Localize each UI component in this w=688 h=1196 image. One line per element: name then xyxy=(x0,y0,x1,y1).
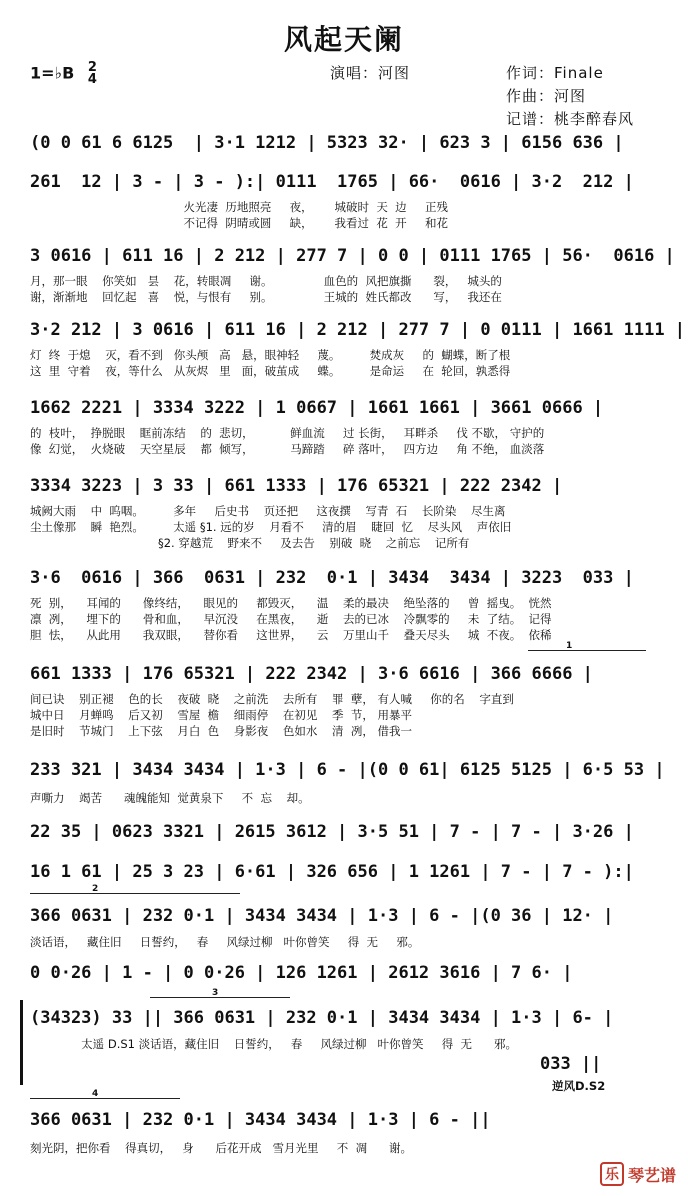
lyric-row-2-line-2: 不记得 阴晴或圆 缺， 我看过 花 开 和花 xyxy=(30,216,448,230)
lyric-row-5-line-1: 的 枝叶， 挣脱眼 眶前冻结 的 悲切， 鲜血流 过 长街， 耳畔杀 伐 不歇， 守护的 xyxy=(30,426,545,440)
volta-3-line xyxy=(150,997,290,998)
notation-row-15: 366 0631 | 232 0·1 | 3434 3434 | 1·3 | 6 - || xyxy=(30,1110,491,1130)
volta-2-label: 2 xyxy=(92,884,99,894)
singer-credit: 演唱：河图 xyxy=(330,64,411,82)
ending-notes: 033 || xyxy=(540,1054,602,1074)
lyric-row-4-line-1: 灯 终 于熄 灭，看不到 你头颅 高 悬，眼神轻 蔑。 焚成灰 的 蝴蝶，断了根 xyxy=(30,348,511,362)
lyric-row-2-line-1: 火光凄 历地照亮 夜， 城破时 天 边 正残 xyxy=(30,200,448,214)
lyric-row-6-line-1: 城阙大雨 中 呜咽。 多年 后史书 页还把 这夜撰 写青 石 长阶染 尽生离 xyxy=(30,504,506,518)
page-title: 风起天阑 xyxy=(283,23,404,56)
time-signature xyxy=(88,62,97,86)
lyric-row-15-line-1: 刻光阴，把你看 得真切， 身 后花开成 雪月光里 不 凋 谢。 xyxy=(30,1141,413,1155)
volta-3-label: 3 xyxy=(212,988,219,998)
lyric-row-6-line-3: §2. 穿越荒 野来不 及去告 别破 晓 之前忘 记所有 xyxy=(30,536,470,550)
notation-row-12: 366 0631 | 232 0·1 | 3434 3434 | 1·3 | 6 - |(0 36 | 12· | xyxy=(30,906,614,926)
key-flat: ♭B xyxy=(54,63,75,83)
watermark-logo xyxy=(600,1162,676,1186)
lyric-row-8-line-1: 间已诀 别正褪 色的长 夜破 晓 之前洗 去所有 罪 孽， 有人喊 你的名 字直到 xyxy=(30,692,514,706)
lyric-row-3-line-2: 谢，渐渐地 回忆起 喜 悦，与恨有 别。 王城的 姓氏都改 写， 我还在 xyxy=(30,290,502,304)
notation-row-2: 261 12 | 3 - | 3 - ):| 0111 1765 | 66· 0616 | 3·2 212 | xyxy=(30,172,634,192)
lyric-row-3-line-1: 月，那一眼 你笑如 昙 花，转眼凋 谢。 血色的 风把旗撕 裂， 城头的 xyxy=(30,274,502,288)
volta-4-line xyxy=(30,1098,180,1099)
notation-row-1: (0 0 61 6 6125 | 3·1 1212 | 5323 32· | 623 3 | 6156 636 | xyxy=(30,133,624,153)
logo-mark-icon: 乐 xyxy=(600,1162,624,1186)
lyric-row-7-line-1: 死 别， 耳闻的 像终结， 眼见的 都毁灭， 温 柔的最决 绝坠落的 曾 摇曳。 恍然 xyxy=(30,596,552,610)
notation-row-13: 0 0·26 | 1 - | 0 0·26 | 126 1261 | 2612 3616 | 7 6· | xyxy=(30,963,573,983)
key-prefix: 1= xyxy=(30,63,55,83)
notation-row-4: 3·2 212 | 3 0616 | 611 16 | 2 212 | 277 7 | 0 0111 | 1661 1111 | xyxy=(30,320,686,340)
composer-credit: 作曲：河图 xyxy=(506,87,587,105)
notation-row-7: 3·6 0616 | 366 0631 | 232 0·1 | 3434 3434 | 3223 033 | xyxy=(30,568,634,588)
volta-4-label: 4 xyxy=(92,1089,99,1099)
lyricist-credit: 作词：Finale xyxy=(506,64,604,82)
lyric-row-8-line-3: 是旧时 节城门 上下弦 月白 色 身影夜 色如水 清 冽， 借我一 xyxy=(30,724,413,738)
lyric-row-8-line-2: 城中日 月蝉鸣 后又初 雪屋 檐 细雨停 在初见 季 节， 用暴平 xyxy=(30,708,413,722)
volta-1-label: 1 xyxy=(566,641,573,651)
volta-1-line xyxy=(528,650,646,651)
lyric-row-5-line-2: 像 幻觉， 火烧破 天空星辰 都 倾写， 马蹄踏 碎 落叶， 四方边 角 不绝， 血淡落 xyxy=(30,442,545,456)
notation-row-11: 16 1 61 | 25 3 23 | 6·61 | 326 656 | 1 1261 | 7 - | 7 - ):| xyxy=(30,862,634,882)
lyric-row-7-line-3: 胆 怯， 从此用 我双眼， 替你看 这世界， 云 万里山千 叠天尽头 城 不夜。 依稀 xyxy=(30,628,552,642)
notation-row-6: 3334 3223 | 3 33 | 661 1333 | 176 65321 | 222 2342 | xyxy=(30,476,563,496)
time-top: 2 xyxy=(87,60,97,75)
notation-row-9: 233 321 | 3434 3434 | 1·3 | 6 - |(0 0 61| 6125 5125 | 6·5 53 | xyxy=(30,760,665,780)
time-bottom: 4 xyxy=(87,72,97,87)
ending-lyric: 逆风D.S2 xyxy=(552,1079,606,1093)
notation-row-5: 1662 2221 | 3334 3222 | 1 0667 | 1661 1661 | 3661 0666 | xyxy=(30,398,604,418)
notation-row-8: 661 1333 | 176 65321 | 222 2342 | 3·6 6616 | 366 6666 | xyxy=(30,664,593,684)
notation-row-14: (34323) 33 || 366 0631 | 232 0·1 | 3434 3434 | 1·3 | 6- | xyxy=(30,1008,614,1028)
lyric-row-12-line-1: 淡话语， 藏住旧 日誓约， 春 风绿过柳 叶你曾笑 得 无 邪。 xyxy=(30,935,420,949)
volta-2-line xyxy=(30,893,240,894)
logo-text: 琴艺谱 xyxy=(627,1165,676,1185)
lyric-row-7-line-2: 凛 冽， 埋下的 骨和血， 早沉没 在黑夜， 逝 去的已冰 冷飘零的 未 了结。 记得 xyxy=(30,612,552,626)
lyric-row-14-line-1: 太遥 D.S1 淡话语，藏住旧 日誓约， 春 风绿过柳 叶你曾笑 得 无 邪。 xyxy=(30,1037,517,1051)
notation-row-3: 3 0616 | 611 16 | 2 212 | 277 7 | 0 0 | 0111 1765 | 56· 0616 | xyxy=(30,246,675,266)
coda-bracket xyxy=(20,1000,27,1085)
lyric-row-6-line-2: 尘土像那 瞬 艳烈。 太遥 §1. 远的岁 月看不 清的眉 睫回 忆 尽头风 声依旧 xyxy=(30,520,512,534)
key-signature xyxy=(30,62,97,86)
transcriber-credit: 记谱：桃李醉春风 xyxy=(506,110,635,128)
lyric-row-4-line-2: 这 里 守着 夜，等什么 从灰烬 里 面，破茧成 蝶。 是命运 在 轮回，孰悉得 xyxy=(30,364,511,378)
lyric-row-9-line-1: 声嘶力 竭苦 魂魄能知 觉黄泉下 不 忘 却。 xyxy=(30,791,310,805)
notation-row-10: 22 35 | 0623 3321 | 2615 3612 | 3·5 51 | 7 - | 7 - | 3·26 | xyxy=(30,822,634,842)
